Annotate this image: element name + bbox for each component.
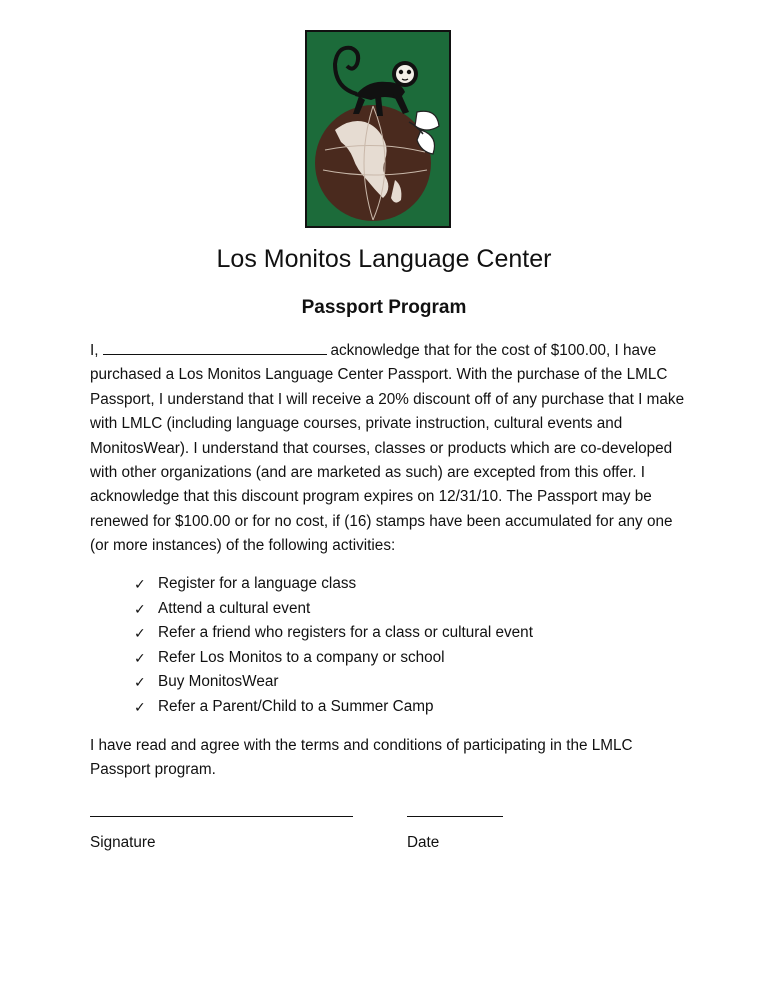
- checkmark-icon: ✓: [134, 600, 146, 617]
- list-item: [134, 597, 533, 622]
- list-item-label: Buy MonitosWear: [158, 673, 279, 691]
- agreement-paragraph: I have read and agree with the terms and conditions of participating in the LMLC Passport program.: [90, 737, 633, 779]
- intro-prefix: I,: [90, 342, 99, 359]
- signature-label: Signature: [90, 834, 156, 851]
- checkmark-icon: ✓: [134, 674, 146, 691]
- list-item: [134, 670, 533, 695]
- logo: [305, 30, 451, 228]
- checkmark-icon: ✓: [134, 649, 146, 666]
- monkey-on-globe-logo-icon: [305, 30, 451, 228]
- terms-paragraph: [90, 339, 690, 559]
- list-item-label: Refer a Parent/Child to a Summer Camp: [158, 697, 434, 715]
- name-blank-line: [103, 340, 327, 355]
- list-item-label: Register for a language class: [158, 575, 357, 592]
- list-item: [134, 646, 533, 671]
- list-item-label: Refer a friend who registers for a class or cultural event: [158, 624, 533, 642]
- page-title: Los Monitos Language Center: [216, 245, 552, 273]
- checkmark-icon: ✓: [134, 576, 146, 592]
- date-label: Date: [407, 834, 440, 851]
- list-item: [134, 572, 533, 597]
- checkmark-icon: ✓: [134, 698, 146, 715]
- intro-text: acknowledge that for the cost of $100.00, I have purchased a Los Monitos Language Center Passport. With the purchase of the LMLC Passport, I understand that I will receive a 20% discount off of any purchase that I make with LMLC (including language courses, private instruction, cultural events and MonitosWear). I understand that courses, classes or products which are co-developed with other organizations (and are marketed as such) are excepted from this offer. I acknowledge that this discount program expires on 12/31/10. The Passport may be renewed for $100.00 or for no cost, if (16) stamps have been accumulated for any one (or more instances) of the following activities:: [90, 342, 685, 555]
- list-item-label: Attend a cultural event: [158, 599, 311, 617]
- list-item: [134, 621, 533, 646]
- list-item: [134, 695, 533, 720]
- checkmark-icon: ✓: [134, 625, 146, 642]
- activities-list: [134, 572, 533, 720]
- list-item-label: Refer Los Monitos to a company or school: [158, 648, 445, 666]
- signature-line: [90, 816, 353, 817]
- date-line: [407, 816, 503, 817]
- document-subtitle: Passport Program: [301, 297, 467, 318]
